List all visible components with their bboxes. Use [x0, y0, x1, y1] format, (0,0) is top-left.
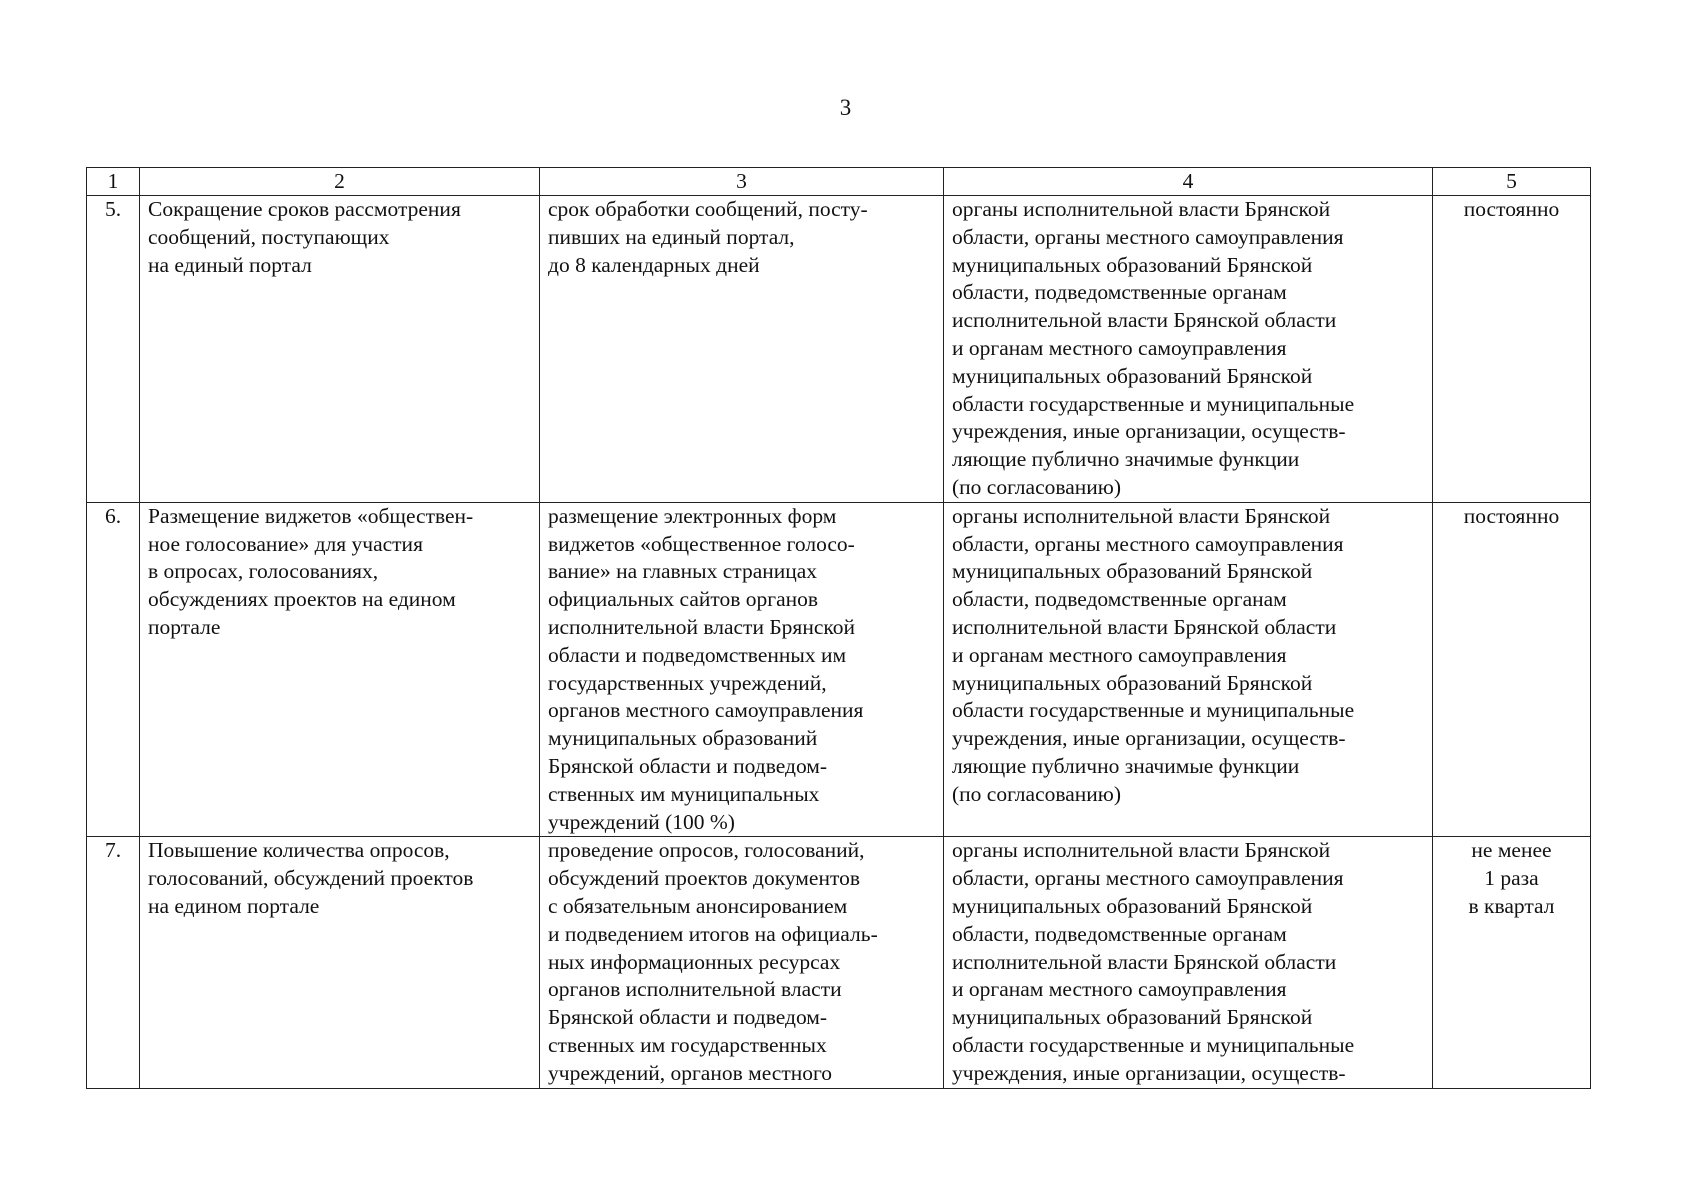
cell-text-line: с обязательным анонсированием	[548, 893, 848, 918]
header-cell-2: 2	[140, 168, 540, 196]
cell-text-line: области государственные и муниципальные	[952, 698, 1355, 723]
row-number-cell: 5.	[87, 196, 140, 503]
cell-text-line: органы исполнительной власти Брянской	[952, 503, 1331, 528]
cell-text-line: исполнительной власти Брянской области	[952, 308, 1337, 333]
page-number: 3	[839, 95, 852, 120]
cell-text-line: вание» на главных страницах	[548, 559, 818, 584]
cell-text-line: и подведением итогов на официаль-	[548, 921, 878, 946]
cell-text-line: Повышение количества опросов,	[148, 838, 450, 863]
cell-text-line: проведение опросов, голосований,	[548, 838, 865, 863]
cell-text-line: ляющие публично значимые функции	[952, 447, 1300, 472]
cell-text-line: ных информационных ресурсах	[548, 949, 841, 974]
cell-text-line: сообщений, поступающих	[148, 224, 390, 249]
term-cell	[1433, 502, 1591, 837]
cell-text-line: Размещение виджетов «обществен-	[148, 503, 474, 528]
cell-text-line: исполнительной власти Брянской области	[952, 614, 1337, 639]
cell-text-line: ственных им муниципальных	[548, 781, 820, 806]
cell-text-line: размещение электронных форм	[548, 503, 837, 528]
row-number-cell: 6.	[87, 502, 140, 837]
cell-text-line: области государственные и муниципальные	[952, 391, 1355, 416]
cell-text-line: муниципальных образований Брянской	[952, 1005, 1313, 1030]
cell-text-line: учреждения, иные организации, осуществ-	[952, 1060, 1346, 1085]
cell-text-line: области, органы местного самоуправления	[952, 866, 1344, 891]
cell-text-line: муниципальных образований Брянской	[952, 252, 1313, 277]
cell-text-line: голосований, обсуждений проектов	[148, 866, 474, 891]
cell-text-line: ственных им государственных	[548, 1032, 827, 1057]
cell-text-line: учреждений, органов местного	[548, 1060, 833, 1085]
cell-text-line: органов местного самоуправления	[548, 698, 864, 723]
cell-text-line: исполнительной власти Брянской области	[952, 949, 1337, 974]
row-number-cell: 7.	[87, 837, 140, 1088]
indicator-cell	[540, 196, 944, 503]
header-cell-5: 5	[1433, 168, 1591, 196]
cell-text-line: учреждения, иные организации, осуществ-	[952, 419, 1346, 444]
cell-text-line: официальных сайтов органов	[548, 587, 819, 612]
table-row	[87, 502, 1591, 837]
cell-text-line: муниципальных образований	[548, 726, 818, 751]
header-cell-4: 4	[944, 168, 1433, 196]
executors-cell	[944, 837, 1433, 1088]
cell-text-line: ное голосование» для участия	[148, 531, 423, 556]
cell-text-line: и органам местного самоуправления	[952, 335, 1287, 360]
header-cell-3: 3	[540, 168, 944, 196]
cell-text-line: ляющие публично значимые функции	[952, 753, 1300, 778]
cell-text-line: (по согласованию)	[952, 474, 1122, 499]
task-cell	[140, 196, 540, 503]
cell-text-line: на единый портал	[148, 252, 312, 277]
indicator-cell	[540, 502, 944, 837]
cell-text-line: обсуждений проектов документов	[548, 866, 860, 891]
cell-text-line: учреждения, иные организации, осуществ-	[952, 726, 1346, 751]
cell-text-line: муниципальных образований Брянской	[952, 893, 1313, 918]
cell-text-line: муниципальных образований Брянской	[952, 670, 1313, 695]
cell-text-line: области, органы местного самоуправления	[952, 531, 1344, 556]
executors-cell	[944, 196, 1433, 503]
cell-text-line: органы исполнительной власти Брянской	[952, 197, 1331, 221]
indicator-cell	[540, 837, 944, 1088]
cell-text-line: пивших на единый портал,	[548, 224, 795, 249]
cell-text-line: муниципальных образований Брянской	[952, 559, 1313, 584]
cell-text-line: области, подведомственные органам	[952, 587, 1287, 612]
table-body	[87, 168, 1591, 1089]
cell-text-line: муниципальных образований Брянской	[952, 363, 1313, 388]
cell-text-line: портале	[148, 614, 221, 639]
cell-text-line: до 8 календарных дней	[548, 252, 760, 277]
term-cell	[1433, 837, 1591, 1088]
executors-cell	[944, 502, 1433, 837]
cell-text-line: и органам местного самоуправления	[952, 642, 1287, 667]
cell-text-line: Сокращение сроков рассмотрения	[148, 197, 461, 221]
cell-text-line: учреждений (100 %)	[548, 809, 735, 834]
cell-text-line: в квартал	[1468, 893, 1555, 918]
cell-text-line: и органам местного самоуправления	[952, 977, 1287, 1002]
cell-text-line: постоянно	[1463, 503, 1560, 528]
cell-text-line: области, органы местного самоуправления	[952, 224, 1344, 249]
cell-text-line: не менее	[1471, 838, 1552, 863]
cell-text-line: в опросах, голосованиях,	[148, 559, 379, 584]
cell-text-line: области, подведомственные органам	[952, 280, 1287, 305]
cell-text-line: срок обработки сообщений, посту-	[548, 197, 868, 221]
header-row	[87, 168, 1591, 196]
cell-text-line: Брянской области и подведом-	[548, 1005, 828, 1030]
table-row	[87, 196, 1591, 503]
cell-text-line: органы исполнительной власти Брянской	[952, 838, 1331, 863]
header-cell-1: 1	[87, 168, 140, 196]
cell-text-line: на едином портале	[148, 893, 320, 918]
cell-text-line: постоянно	[1463, 197, 1560, 221]
task-cell	[140, 502, 540, 837]
term-cell	[1433, 196, 1591, 503]
cell-text-line: органов исполнительной власти	[548, 977, 842, 1002]
cell-text-line: государственных учреждений,	[548, 670, 827, 695]
task-cell	[140, 837, 540, 1088]
cell-text-line: области государственные и муниципальные	[952, 1032, 1355, 1057]
table-row	[87, 837, 1591, 1088]
cell-text-line: области, подведомственные органам	[952, 921, 1287, 946]
cell-text-line: области и подведомственных им	[548, 642, 847, 667]
cell-text-line: обсуждениях проектов на едином	[148, 587, 456, 612]
measures-table	[86, 167, 1591, 1089]
cell-text-line: 1 раза	[1484, 866, 1539, 891]
cell-text-line: виджетов «общественное голосо-	[548, 531, 855, 556]
cell-text-line: (по согласованию)	[952, 781, 1122, 806]
cell-text-line: Брянской области и подведом-	[548, 753, 828, 778]
cell-text-line: исполнительной власти Брянской	[548, 614, 855, 639]
